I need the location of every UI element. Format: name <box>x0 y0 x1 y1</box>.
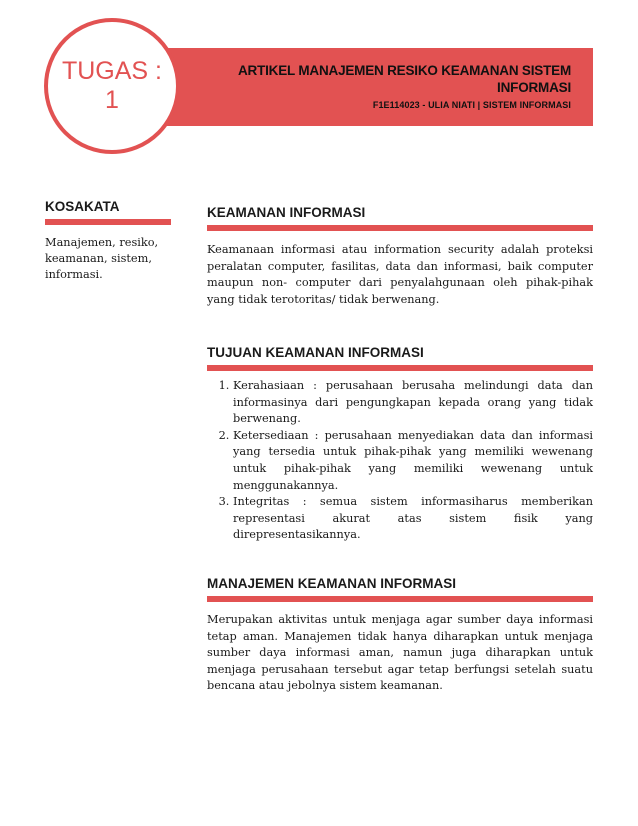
assignment-badge <box>44 18 180 154</box>
section-divider-keamanan <box>207 225 593 231</box>
document-subtitle: F1E114023 - ULIA NIATI | SISTEM INFORMASI <box>372 100 571 110</box>
badge-label: TUGAS : <box>61 57 162 85</box>
section-heading-keamanan: KEAMANAN INFORMASI <box>207 205 366 220</box>
keywords-text: Manajemen, resiko, keamanan, sistem, informasi. <box>45 236 159 281</box>
keywords-divider <box>45 219 171 225</box>
section-divider-manajemen <box>207 596 593 602</box>
list-item: 3. Integritas : semua sistem informasiharus memberikan representasi akurat atas sistem fisik yang direpresentasikannya. <box>233 494 593 544</box>
keywords-heading: KOSAKATA <box>45 199 120 214</box>
badge-number: 1 <box>105 86 119 114</box>
section-divider-tujuan <box>207 365 593 371</box>
section-heading-manajemen: MANAJEMEN KEAMANAN INFORMASI <box>207 576 456 591</box>
objectives-list <box>207 378 593 544</box>
section-heading-tujuan: TUJUAN KEAMANAN INFORMASI <box>207 345 424 360</box>
document-title: ARTIKEL MANAJEMEN RESIKO KEAMANAN SISTEM INFORMASI <box>237 63 571 95</box>
header-banner <box>140 48 593 126</box>
list-item: 2. Ketersediaan : perusahaan menyediakan data dan informasi yang tersedia untuk pihak-pihak yang memiliki wewenang untuk pihak-pihak yang memiliki wewenang untuk menggunakannya. <box>233 428 593 494</box>
section-body-keamanan: Keamanaan informasi atau information security adalah proteksi peralatan computer, fasilitas, data dan informasi, baik computer maupun non- computer dari penyalahgunaan oleh pihak-pihak yang tidak terotoritas/ tidak berwenang. <box>207 243 593 306</box>
section-body-manajemen: Merupakan aktivitas untuk menjaga agar sumber daya informasi tetap aman. Manajemen tidak hanya diharapkan untuk menjaga sumber daya informasi aman, namun juga diharapkan untuk menjaga perusahaan tersebut agar tetap berfungsi setelah suatu bencana atau jebolnya sistem keamanan. <box>207 613 593 693</box>
list-item: 1. Kerahasiaan : perusahaan berusaha melindungi data dan informasinya dari pengungkapan kepada orang yang tidak berwenang. <box>233 378 593 428</box>
